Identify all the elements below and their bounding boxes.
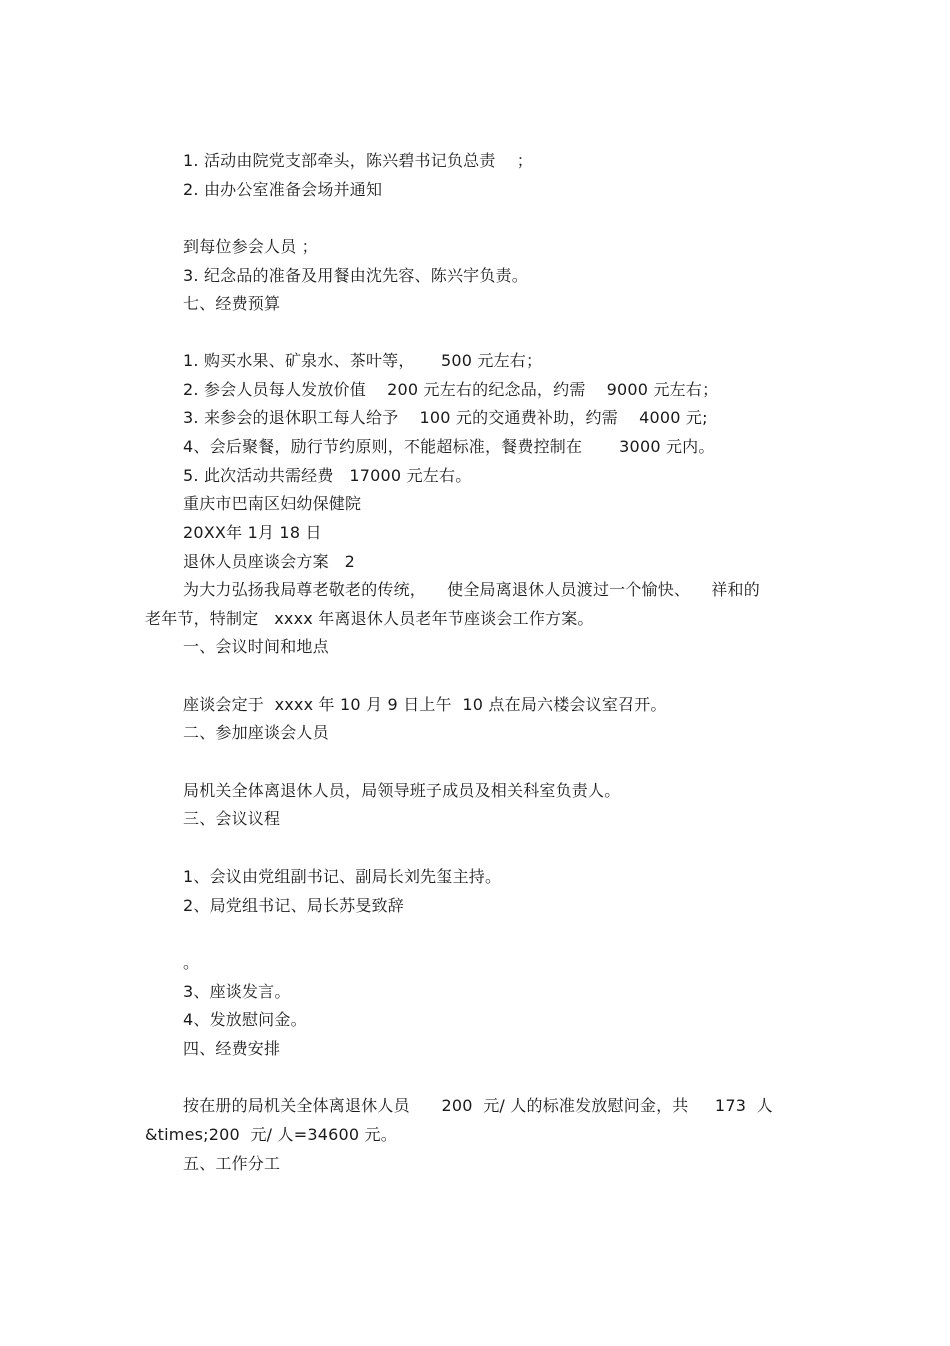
- text-line: 到每位参会人员 ；: [183, 237, 318, 256]
- section-heading: 五、工作分工: [183, 1154, 281, 1173]
- document-date: 20XX年 1月 18 日: [183, 523, 322, 542]
- text-line: 1、会议由党组副书记、副局长刘先玺主持。: [183, 867, 502, 886]
- text-line: 局机关全体离退休人员，局领导班子成员及相关科室负责人。: [183, 781, 621, 800]
- text-line: 2、局党组书记、局长苏旻致辞: [183, 896, 404, 915]
- text-line: 4、发放慰问金。: [183, 1010, 307, 1029]
- section-heading: 七、经费预算: [183, 294, 281, 313]
- section-heading: 三、会议议程: [183, 809, 281, 828]
- text-line: &times;200 元/ 人=34600 元。: [145, 1125, 397, 1144]
- text-line: 3、座谈发言。: [183, 982, 291, 1001]
- text-line: 为大力弘扬我局尊老敬老的传统， 使全局离退休人员渡过一个愉快、 祥和的: [183, 580, 760, 599]
- section-heading: 四、经费安排: [183, 1039, 281, 1058]
- document-title: 退休人员座谈会方案 2: [183, 552, 356, 571]
- section-heading: 一、会议时间和地点: [183, 637, 329, 656]
- text-line: 按在册的局机关全体离退休人员 200 元/ 人的标准发放慰问金，共 173 人: [183, 1096, 773, 1115]
- text-line: 座谈会定于 xxxx 年 10 月 9 日上午 10 点在局六楼会议室召开。: [183, 695, 667, 714]
- section-heading: 二、参加座谈会人员: [183, 723, 329, 742]
- text-line: 3. 纪念品的准备及用餐由沈先容、陈兴宇负责。: [183, 266, 528, 285]
- organization-name: 重庆市巴南区妇幼保健院: [183, 494, 362, 513]
- text-line: 1. 活动由院党支部牵头，陈兴碧书记负总责 ；: [183, 151, 533, 170]
- text-line: 5. 此次活动共需经费 17000 元左右。: [183, 466, 472, 485]
- text-line: 4、会后聚餐，励行节约原则，不能超标准，餐费控制在 3000 元内。: [183, 437, 715, 456]
- text-line: 。: [183, 953, 200, 972]
- text-line: 1. 购买水果、矿泉水、茶叶等， 500 元左右；: [183, 351, 543, 370]
- text-line: 3. 来参会的退休职工每人给予 100 元的交通费补助，约需 4000 元;: [183, 408, 708, 427]
- text-line: 老年节，特制定 xxxx 年离退休人员老年节座谈会工作方案。: [145, 609, 594, 628]
- text-line: 2. 参会人员每人发放价值 200 元左右的纪念品，约需 9000 元左右；: [183, 380, 719, 399]
- text-line: 2. 由办公室准备会场并通知: [183, 180, 383, 199]
